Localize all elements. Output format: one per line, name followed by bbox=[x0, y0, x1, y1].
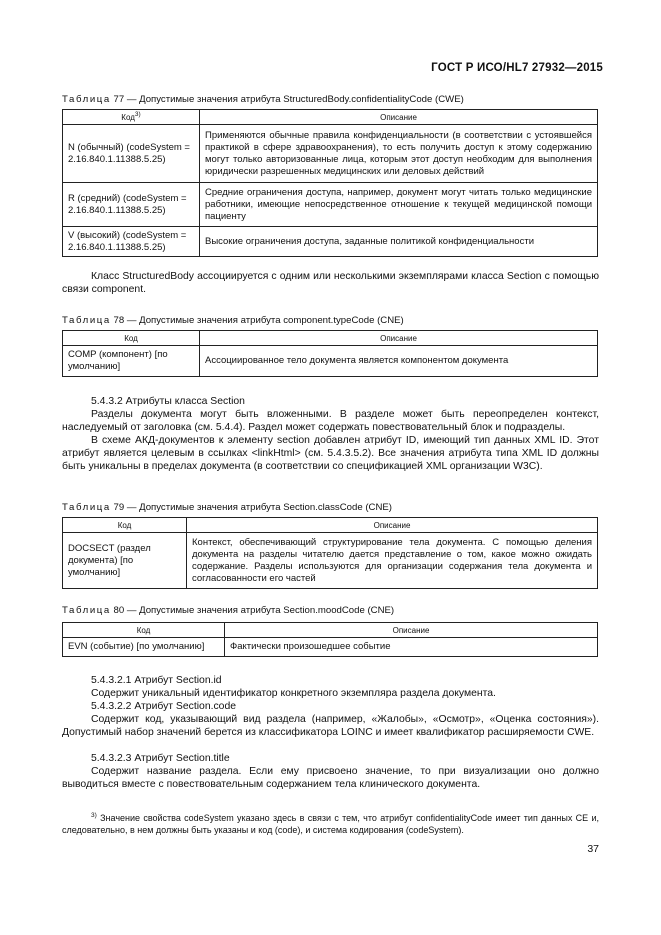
caption-text: 79 — Допустимые значения атрибута Section.classCode (CNE) bbox=[110, 502, 392, 513]
code-cell: EVN (событие) [по умолчанию] bbox=[63, 638, 225, 657]
table-header-row bbox=[63, 623, 598, 638]
footnote-ref: 3) bbox=[134, 110, 141, 118]
table-row bbox=[63, 183, 598, 227]
paragraph-section-code-desc: Содержит код, указывающий вид раздела (например, «Жалобы», «Осмотр», «Оценка состояния»). Допустимый набор значений берется из классификатора LOINC и имеет квалификатор расширяемости CWE. bbox=[62, 714, 599, 738]
col-header-description: Описание bbox=[187, 518, 598, 533]
caption-label: Таблица bbox=[62, 605, 111, 616]
footnote-text: Значение свойства codeSystem указано здесь в связи с тем, что атрибут confidentialityCode имеет тип данных CE и, следовательно, в нем должны быть указаны и код (code), и система кодирования (codeSystem). bbox=[62, 813, 599, 835]
description-cell: Ассоциированное тело документа является компонентом документа bbox=[200, 346, 598, 377]
col-header-code: Код$^{3)}$ bbox=[63, 110, 200, 125]
paragraph-section-id-desc: Содержит уникальный идентификатор конкретного экземпляра раздела документа. bbox=[91, 688, 496, 699]
heading-section-code: 5.4.3.2.2 Атрибут Section.code bbox=[91, 701, 237, 712]
code-cell: R (средний) (codeSystem = 2.16.840.1.11388.5.25) bbox=[63, 183, 200, 227]
table-row bbox=[63, 227, 598, 257]
footnote-mark: 3) bbox=[91, 812, 97, 819]
caption-text: 80 — Допустимые значения атрибута Section.moodCode (CNE) bbox=[110, 605, 395, 616]
table-row bbox=[63, 346, 598, 377]
col-header-code: Код bbox=[63, 331, 200, 346]
table-header-row bbox=[63, 110, 598, 125]
col-header-description: Описание bbox=[225, 623, 598, 638]
table-77 bbox=[62, 109, 598, 257]
table-78-caption bbox=[62, 315, 404, 326]
caption-text: 77 — Допустимые значения атрибута StructuredBody.confidentialityCode (CWE) bbox=[110, 94, 464, 105]
caption-label: Таблица bbox=[62, 315, 111, 326]
caption-label: Таблица bbox=[62, 94, 111, 105]
code-cell: V (высокий) (codeSystem = 2.16.840.1.11388.5.25) bbox=[63, 227, 200, 257]
table-row bbox=[63, 638, 598, 657]
footnote bbox=[62, 812, 599, 836]
col-header-code: Код bbox=[63, 623, 225, 638]
paragraph-section-id: В схеме АКД-документов к элементу section добавлен атрибут ID, имеющий тип данных XML ID. Этот атрибут является целевым в ссылках <linkHtml> (см. 5.4.3.5.2). Все значения атрибута типа XML ID должны быть уникальны в пределах документа (в соответствии со спецификацией XML организации W3C). bbox=[62, 435, 599, 472]
table-79 bbox=[62, 517, 598, 589]
table-77-caption bbox=[62, 94, 464, 105]
section-heading-5432: 5.4.3.2 Атрибуты класса Section bbox=[91, 396, 245, 407]
description-cell: Высокие ограничения доступа, заданные политикой конфиденциальности bbox=[200, 227, 598, 257]
table-79-caption bbox=[62, 502, 392, 513]
code-cell: COMP (компонент) [по умолчанию] bbox=[63, 346, 200, 377]
heading-section-id: 5.4.3.2.1 Атрибут Section.id bbox=[91, 675, 222, 686]
table-row bbox=[63, 125, 598, 183]
description-cell: Контекст, обеспечивающий структурирование тела документа. С помощью деления документа на разделы читателю дается представление о том, какое можно ожидать содержание. Разделы используются для организации содержания тела документа и согласованности его частей bbox=[187, 533, 598, 589]
paragraph-nested-sections: Разделы документа могут быть вложенными. В разделе может быть переопределен контекст, наследуемый от заголовка (см. 5.4.4). Раздел может содержать повествовательный блок и подразделы. bbox=[62, 409, 599, 433]
description-cell: Применяются обычные правила конфиденциальности (в соответствии с устоявшейся практикой в сфере здравоохранения), то есть получить доступ к этому содержанию могут только авторизованные лица, которым этот доступ необходим для выполнения юридически разрешенных медицинских или деловых действий bbox=[200, 125, 598, 183]
table-80-caption bbox=[62, 605, 394, 616]
table-78 bbox=[62, 330, 598, 377]
paragraph-structured-body: Класс StructuredBody ассоциируется с одним или несколькими экземплярами класса Section с помощью связи component. bbox=[62, 271, 599, 295]
table-header-row bbox=[63, 518, 598, 533]
paragraph-section-title-desc: Содержит название раздела. Если ему присвоено значение, то при визуализации оно должно выводиться вместе с повествовательным содержанием тела клинического документа. bbox=[62, 766, 599, 790]
col-header-description: Описание bbox=[200, 110, 598, 125]
description-cell: Фактически произошедшее событие bbox=[225, 638, 598, 657]
caption-label: Таблица bbox=[62, 502, 111, 513]
code-cell: N (обычный) (codeSystem = 2.16.840.1.11388.5.25) bbox=[63, 125, 200, 183]
code-cell: DOCSECT (раздел документа) [по умолчанию] bbox=[63, 533, 187, 589]
col-header-code: Код bbox=[63, 518, 187, 533]
description-cell: Средние ограничения доступа, например, документ могут читать только медицинские работники, имеющие непосредственное отношение к текущей медицинской помощи пациенту bbox=[200, 183, 598, 227]
col-header-description: Описание bbox=[200, 331, 598, 346]
caption-text: 78 — Допустимые значения атрибута component.typeCode (CNE) bbox=[110, 315, 404, 326]
heading-section-title: 5.4.3.2.3 Атрибут Section.title bbox=[91, 753, 230, 764]
page-number: 37 bbox=[587, 843, 599, 855]
document-id: ГОСТ Р ИСО/HL7 27932—2015 bbox=[431, 62, 603, 74]
table-header-row bbox=[63, 331, 598, 346]
table-80 bbox=[62, 622, 598, 657]
table-row bbox=[63, 533, 598, 589]
